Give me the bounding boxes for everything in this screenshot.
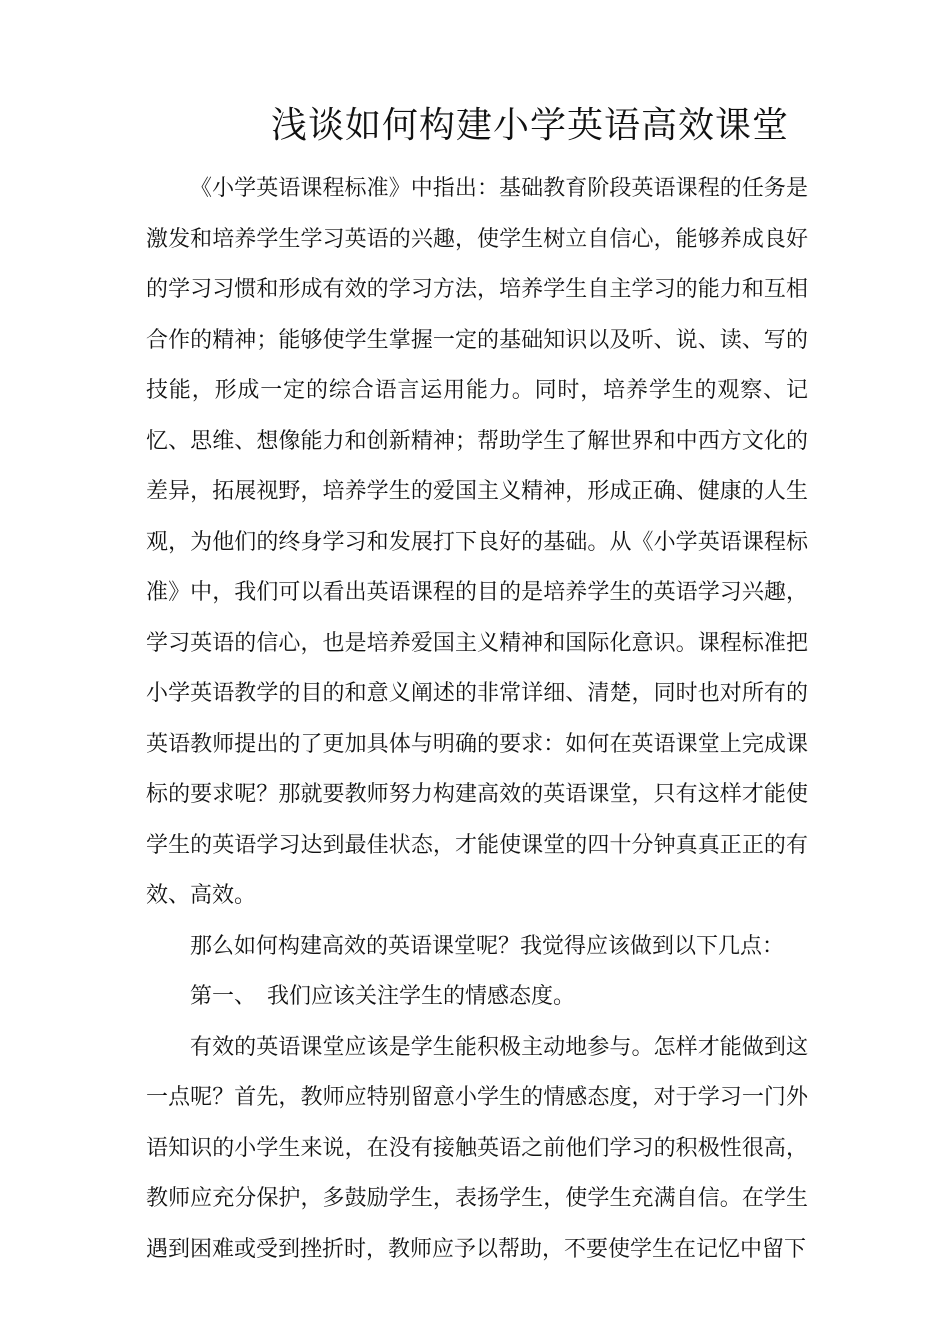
paragraph-point-one-heading: 第一、 我们应该关注学生的情感态度。 <box>190 984 576 1009</box>
document-title: 浅谈如何构建小学英语高效课堂 <box>270 105 789 146</box>
paragraph-question: 那么如何构建高效的英语课堂呢？我觉得应该做到以下几点： <box>190 933 785 959</box>
paragraph-intro: 《小学英语课程标准》中指出：基础教育阶段英语课程的任务是激发和培养学生学习英语的兴趣，使学生树立自信心，能够养成良好的学习习惯和形成有效的学习方法，培养学生自主学习的能力和互相合作的精神；能够使学生掌握一定的基础知识以及听、说、读、写的技能，形成一定的综合语言运用能力。同时，培养学生的观察、记忆、思维、想像能力和创新精神；帮助学生了解世界和中西方文化的差异，拓展视野，培养学生的爱国主义精神，形成正确、健康的人生观，为他们的终身学习和发展打下良好的基础。从《小学英语课程标准》中，我们可以看出英语课程的目的是培养学生的英语学习兴趣，学习英语的信心，也是培养爱国主义精神和国际化意识。课程标准把小学英语教学的目的和意义阐述的非常详细、清楚，同时也对所有的英语教师提出的了更加具体与明确的要求：如何在英语课堂上完成课标的要求呢？那就要教师努力构建高效的英语课堂，只有这样才能使学生的英语学习达到最佳状态，才能使课堂的四十分钟真真正正的有效、高效。 <box>146 176 808 908</box>
document-body <box>146 164 808 1275</box>
paragraph-point-one-body: 有效的英语课堂应该是学生能积极主动地参与。怎样才能做到这一点呢？首先，教师应特别留意小学生的情感态度，对于学习一门外语知识的小学生来说，在没有接触英语之前他们学习的积极性很高，教师应充分保护，多鼓励学生，表扬学生，使学生充满自信。在学生遇到困难或受到挫折时，教师应予以帮助，不要使学生在记忆中留下 <box>146 1034 808 1262</box>
